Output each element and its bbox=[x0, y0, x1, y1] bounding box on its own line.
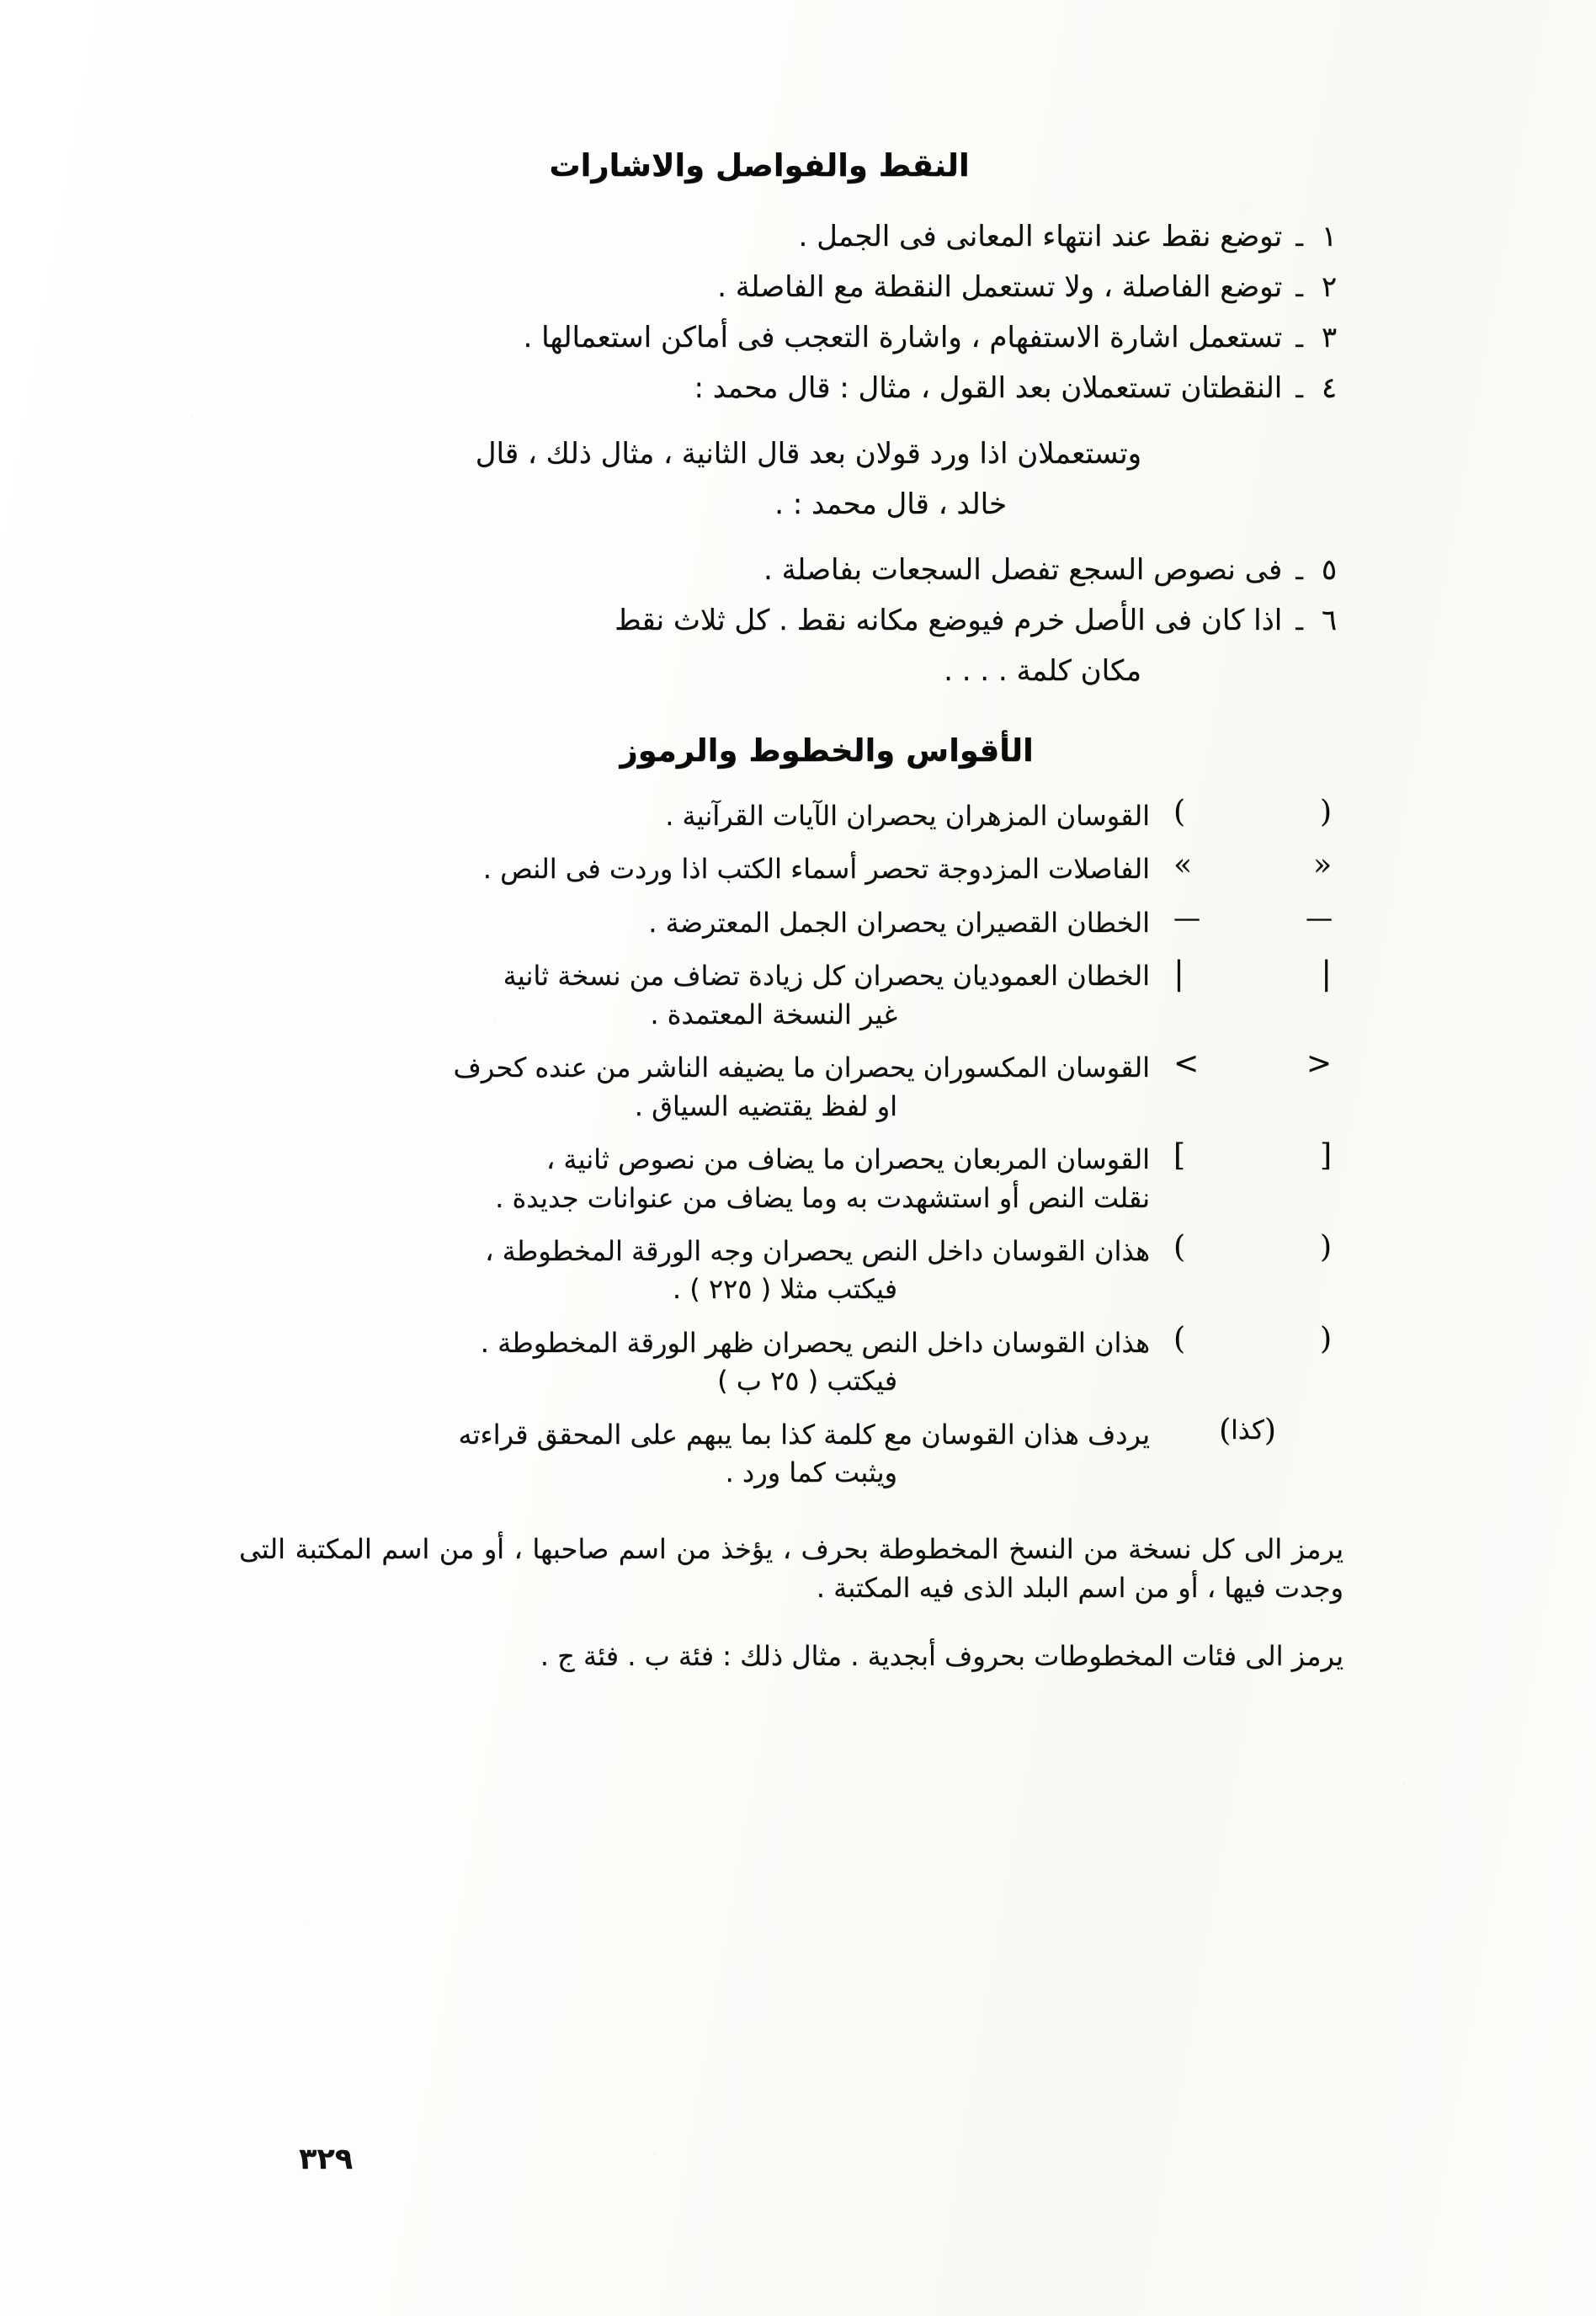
symbol-description-continuation: فيكتب مثلا ( ٢٢٥ ) . bbox=[672, 1273, 897, 1306]
rule-text: النقطتان تستعملان بعد القول ، مثال : قال محمد : bbox=[694, 371, 1283, 405]
closing-paragraph: يرمز الى فئات المخطوطات بحروف أبجدية . مثال ذلك : فئة ب . فئة ج . bbox=[540, 1640, 1343, 1672]
symbol-description-text: الفاصلات المزدوجة تحصر أسماء الكتب اذا وردت فى النص . bbox=[482, 853, 1150, 886]
symbol-description bbox=[209, 1049, 1150, 1126]
paren-close-icon: ) bbox=[1319, 1229, 1332, 1264]
angle-brackets-symbol bbox=[1150, 1046, 1343, 1082]
symbol-description bbox=[209, 957, 1150, 1034]
paren-close-icon: ) bbox=[1319, 1321, 1332, 1356]
rule-item bbox=[209, 323, 1343, 352]
symbol-row bbox=[209, 1413, 1343, 1493]
symbol-row bbox=[209, 850, 1343, 888]
symbol-description-text: الخطان العموديان يحصران كل زيادة تضاف من نسخة ثانية bbox=[503, 960, 1150, 993]
symbol-description-continuation: غير النسخة المعتمدة . bbox=[650, 998, 897, 1030]
symbol-row bbox=[209, 1138, 1343, 1217]
square-brackets-symbol bbox=[1150, 1138, 1343, 1174]
angle-bracket-left-icon: < bbox=[1173, 1046, 1200, 1082]
rule-dash: ـ bbox=[1295, 556, 1303, 586]
rule-text: فى نصوص السجع تفصل السجعات بفاصلة . bbox=[763, 553, 1283, 587]
rule-text: توضع الفاصلة ، ولا تستعمل النقطة مع الفاصلة . bbox=[717, 270, 1283, 304]
symbol-row bbox=[209, 1321, 1343, 1401]
section-one-heading: النقط والفواصل والاشارات bbox=[549, 147, 970, 184]
symbol-description-text: يردف هذان القوسان مع كلمة كذا بما يبهم على المحقق قراءته bbox=[458, 1418, 1150, 1451]
rule-text: توضع نقط عند انتهاء المعانى فى الجمل . bbox=[798, 220, 1283, 253]
symbol-description-continuation: ويثبت كما ورد . bbox=[725, 1456, 897, 1489]
vertical-bar-right-icon: | bbox=[1321, 955, 1332, 993]
page-content bbox=[209, 147, 1343, 1703]
symbol-description bbox=[209, 904, 1150, 942]
rule-item bbox=[209, 553, 1343, 587]
symbol-description-continuation: فيكتب ( ٢٥ ب ) bbox=[717, 1365, 897, 1398]
symbol-description-text: الخطان القصيران يحصران الجمل المعترضة . bbox=[648, 906, 1150, 939]
double-angle-quotes-symbol bbox=[1150, 850, 1343, 881]
dash-left-icon: — bbox=[1173, 901, 1200, 934]
paren-open-icon: ( bbox=[1173, 795, 1186, 829]
rule-text: اذا كان فى الأصل خرم فيوضع مكانه نقط . كل ثلاث نقط bbox=[614, 604, 1283, 637]
angle-bracket-right-icon: > bbox=[1306, 1046, 1332, 1082]
rule-number: ٥ bbox=[1321, 553, 1338, 587]
rule-number: ٣ bbox=[1321, 321, 1338, 354]
symbol-description bbox=[209, 1233, 1150, 1309]
round-parentheses-recto-symbol bbox=[1150, 1229, 1343, 1264]
symbol-description bbox=[209, 850, 1150, 888]
paren-open-icon: ( bbox=[1173, 1321, 1186, 1356]
round-parentheses-flower-symbol bbox=[1150, 797, 1343, 828]
rule-dash: ـ bbox=[1295, 223, 1303, 253]
paren-open-icon: ( bbox=[1264, 1413, 1276, 1448]
rule-item bbox=[209, 606, 1343, 635]
symbol-row bbox=[209, 1229, 1343, 1309]
rule-continuation: وتستعملان اذا ورد قولان بعد قال الثانية ، مثال ذلك ، قال bbox=[475, 437, 1141, 471]
rule-dash: ـ bbox=[1295, 324, 1303, 354]
symbol-description bbox=[209, 1324, 1150, 1401]
symbol-row bbox=[209, 797, 1343, 835]
closing-paragraph: يرمز الى كل نسخة من النسخ المخطوطة بحرف ، يؤخذ من اسم صاحبها ، أو من اسم المكتبة التى وجدت فيها ، أو من اسم البلد الذى فيه المكتبة . bbox=[239, 1532, 1343, 1605]
rule-number: ٤ bbox=[1321, 371, 1338, 405]
short-dashes-symbol bbox=[1150, 901, 1343, 934]
symbol-description-text: القوسان المزهران يحصران الآيات القرآنية . bbox=[665, 800, 1150, 832]
rule-continuation: مكان كلمة . . . . bbox=[944, 654, 1141, 688]
symbol-description-text: القوسان المربعان يحصران ما يضاف من نصوص ثانية ، bbox=[545, 1143, 1150, 1176]
round-parentheses-verso-symbol bbox=[1150, 1321, 1343, 1356]
symbol-description-text: القوسان المكسوران يحصران ما يضيفه الناشر من عنده كحرف bbox=[453, 1052, 1150, 1084]
square-bracket-right-icon: ] bbox=[1319, 1138, 1332, 1174]
symbol-row bbox=[209, 1046, 1343, 1126]
rule-continuation: خالد ، قال محمد : . bbox=[774, 487, 1007, 521]
paren-close-icon: ) bbox=[1319, 795, 1332, 829]
rule-number: ٦ bbox=[1321, 604, 1338, 637]
guillemet-close-icon: » bbox=[1312, 848, 1332, 883]
rule-dash: ـ bbox=[1295, 274, 1303, 303]
symbol-description bbox=[209, 1416, 1150, 1493]
rule-dash: ـ bbox=[1295, 607, 1303, 636]
dash-right-icon: — bbox=[1306, 901, 1332, 934]
symbol-row bbox=[209, 901, 1343, 942]
page-number: ٣٢٩ bbox=[299, 2143, 354, 2176]
symbol-row bbox=[209, 957, 1343, 1034]
sic-parentheses-symbol bbox=[1150, 1413, 1343, 1448]
symbol-description bbox=[209, 797, 1150, 835]
symbol-description-text: هذان القوسان داخل النص يحصران ظهر الورقة المخطوطة . bbox=[480, 1326, 1150, 1359]
rule-text: تستعمل اشارة الاستفهام ، واشارة التعجب فى أماكن استعمالها . bbox=[523, 321, 1283, 354]
symbol-description-text: هذان القوسان داخل النص يحصران وجه الورقة المخطوطة ، bbox=[485, 1234, 1150, 1267]
section-two-heading: الأقواس والخطوط والرموز bbox=[620, 732, 1034, 769]
symbol-description-continuation: نقلت النص أو استشهدت به وما يضاف من عنوانات جديدة . bbox=[495, 1181, 1150, 1214]
paren-close-icon: ) bbox=[1219, 1413, 1232, 1448]
rule-number: ٢ bbox=[1321, 270, 1338, 304]
sic-label: كذا bbox=[1231, 1415, 1264, 1446]
vertical-bars-symbol bbox=[1150, 955, 1343, 993]
square-bracket-left-icon: [ bbox=[1173, 1138, 1186, 1174]
rule-item bbox=[209, 371, 1343, 405]
guillemet-open-icon: « bbox=[1173, 848, 1193, 883]
rule-item bbox=[209, 270, 1343, 304]
punctuation-rules-list bbox=[209, 220, 1343, 688]
rule-dash: ـ bbox=[1295, 375, 1303, 404]
rule-item bbox=[209, 222, 1343, 251]
rule-number: ١ bbox=[1321, 220, 1338, 253]
symbol-description bbox=[209, 1141, 1150, 1217]
vertical-bar-left-icon: | bbox=[1173, 955, 1184, 993]
paren-open-icon: ( bbox=[1173, 1229, 1186, 1264]
symbol-description-continuation: او لفظ يقتضيه السياق . bbox=[634, 1089, 897, 1122]
symbols-table bbox=[209, 797, 1343, 1493]
